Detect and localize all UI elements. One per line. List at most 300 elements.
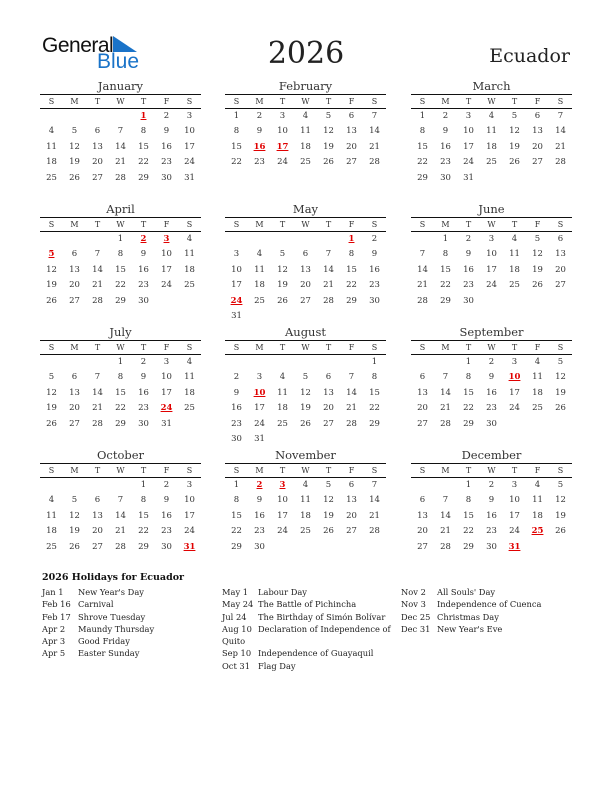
holiday-name: Maundy Thursday	[78, 623, 155, 634]
weekday-label: W	[487, 220, 496, 229]
day-cell: 6	[94, 126, 101, 137]
day-cell: 17	[184, 141, 195, 152]
day-cell: 1	[140, 480, 147, 490]
weekday-label: T	[465, 97, 472, 106]
holiday-column	[42, 586, 218, 660]
weekday-label: M	[70, 343, 79, 352]
day-cell: 12	[555, 495, 566, 506]
day-cell: 21	[115, 526, 126, 537]
month-title: March	[472, 79, 511, 93]
day-cell: 26	[46, 295, 57, 306]
holiday-item	[222, 586, 398, 598]
holiday-name: Declaration of Independence of	[258, 623, 391, 634]
weekday-label: T	[279, 343, 286, 352]
weekday-label: M	[255, 343, 264, 352]
weekday-label: F	[534, 466, 541, 475]
weekday-label: W	[487, 97, 496, 106]
day-cell: 25	[46, 172, 57, 183]
day-cell: 9	[371, 249, 378, 260]
weekday-label: S	[371, 97, 378, 106]
weekday-label: F	[163, 343, 170, 352]
day-cell: 2	[140, 357, 147, 367]
holiday-name: Christmas Day	[437, 611, 499, 622]
day-cell: 26	[277, 295, 288, 306]
days-grid	[225, 478, 386, 555]
holiday-item	[42, 598, 218, 610]
month-december	[411, 447, 572, 555]
day-cell: 4	[302, 111, 309, 121]
holiday-day: 31	[183, 541, 196, 552]
day-cell: 20	[417, 403, 428, 414]
weekday-label: W	[487, 343, 496, 352]
day-cell: 9	[140, 249, 147, 260]
day-cell: 5	[511, 111, 518, 121]
weekday-label: T	[94, 343, 101, 352]
day-cell: 9	[256, 126, 263, 137]
empty-cell	[109, 478, 132, 493]
day-cell: 17	[463, 141, 474, 152]
holiday-day: 24	[230, 295, 243, 306]
day-cell: 21	[369, 141, 380, 152]
day-cell: 17	[161, 264, 172, 275]
day-cell: 7	[371, 480, 378, 490]
day-cell: 9	[163, 126, 170, 137]
weekday-label: S	[557, 220, 564, 229]
day-cell: 1	[233, 111, 240, 121]
day-cell: 22	[417, 157, 428, 168]
day-cell: 28	[346, 418, 357, 429]
holiday-item	[222, 623, 398, 635]
day-cell: 5	[325, 111, 332, 121]
empty-cell	[40, 478, 63, 493]
holiday-date: May 24	[222, 599, 254, 610]
day-cell: 30	[486, 418, 497, 429]
day-cell: 3	[511, 357, 518, 367]
empty-cell	[248, 232, 271, 247]
month-title: September	[459, 325, 524, 339]
weekday-label: F	[348, 220, 355, 229]
day-cell: 23	[138, 403, 149, 414]
day-cell: 24	[184, 157, 195, 168]
days-grid	[225, 109, 386, 171]
empty-cell	[109, 109, 132, 124]
day-cell: 9	[488, 495, 495, 506]
day-cell: 18	[509, 264, 520, 275]
days-grid	[225, 355, 386, 447]
holiday-day: 10	[253, 387, 266, 398]
day-cell: 11	[486, 126, 497, 137]
day-cell: 21	[92, 280, 103, 291]
day-cell: 22	[231, 157, 242, 168]
day-cell: 14	[346, 387, 357, 398]
day-cell: 19	[46, 280, 57, 291]
day-cell: 23	[138, 280, 149, 291]
day-cell: 1	[465, 357, 472, 367]
holiday-date: Apr 2	[42, 623, 66, 634]
weekday-label: F	[534, 97, 541, 106]
day-cell: 22	[115, 280, 126, 291]
weekday-label: F	[163, 466, 170, 475]
days-grid	[411, 232, 572, 309]
month-july	[40, 324, 201, 432]
empty-cell	[63, 109, 86, 124]
day-cell: 11	[184, 372, 195, 383]
day-cell: 24	[254, 418, 265, 429]
month-may	[225, 201, 386, 324]
day-cell: 7	[442, 495, 449, 506]
day-cell: 21	[440, 403, 451, 414]
month-title: February	[278, 79, 333, 93]
day-cell: 3	[186, 111, 193, 121]
empty-cell	[411, 232, 434, 247]
holiday-item	[401, 623, 577, 635]
weekday-label: M	[441, 343, 450, 352]
day-cell: 9	[442, 126, 449, 137]
day-cell: 20	[69, 280, 80, 291]
day-cell: 30	[440, 172, 451, 183]
day-cell: 27	[346, 526, 357, 537]
day-cell: 11	[532, 495, 543, 506]
holiday-day: 24	[160, 403, 173, 414]
day-cell: 17	[509, 387, 520, 398]
weekday-header	[40, 463, 201, 478]
weekday-label: T	[94, 220, 101, 229]
holiday-item	[222, 660, 398, 672]
month-title: October	[96, 448, 145, 462]
day-cell: 12	[323, 126, 334, 137]
day-cell: 29	[440, 295, 451, 306]
holiday-name: Carnival	[78, 599, 114, 610]
weekday-header	[225, 217, 386, 232]
holiday-column	[222, 586, 398, 672]
day-cell: 30	[231, 433, 242, 444]
day-cell: 14	[92, 264, 103, 275]
month-title: May	[292, 202, 319, 216]
day-cell: 2	[371, 234, 378, 244]
day-cell: 20	[92, 526, 103, 537]
holiday-date: Feb 16	[42, 599, 71, 610]
days-grid	[40, 232, 201, 309]
day-cell: 30	[369, 295, 380, 306]
day-cell: 15	[115, 387, 126, 398]
day-cell: 20	[92, 157, 103, 168]
day-cell: 1	[233, 480, 240, 490]
day-cell: 29	[417, 172, 428, 183]
weekday-label: S	[48, 466, 55, 475]
weekday-label: S	[419, 97, 426, 106]
weekday-label: S	[371, 343, 378, 352]
day-cell: 8	[140, 495, 147, 506]
weekday-label: M	[70, 466, 79, 475]
day-cell: 28	[369, 157, 380, 168]
day-cell: 16	[138, 264, 149, 275]
day-cell: 23	[486, 526, 497, 537]
weekday-label: M	[70, 220, 79, 229]
day-cell: 27	[69, 418, 80, 429]
day-cell: 5	[302, 372, 309, 383]
holidays-title: 2026 Holidays for Ecuador	[42, 572, 185, 583]
day-cell: 11	[46, 141, 57, 152]
day-cell: 21	[346, 403, 357, 414]
empty-cell	[271, 232, 294, 247]
day-cell: 12	[509, 126, 520, 137]
day-cell: 25	[46, 541, 57, 552]
day-cell: 16	[486, 387, 497, 398]
day-cell: 10	[463, 126, 474, 137]
empty-cell	[294, 355, 317, 370]
month-title: November	[275, 448, 336, 462]
day-cell: 5	[71, 126, 78, 137]
day-cell: 10	[231, 264, 242, 275]
holiday-day: 2	[256, 480, 263, 490]
day-cell: 15	[231, 141, 242, 152]
day-cell: 27	[69, 295, 80, 306]
weekday-label: S	[186, 97, 193, 106]
day-cell: 18	[532, 387, 543, 398]
day-cell: 16	[440, 141, 451, 152]
day-cell: 21	[115, 157, 126, 168]
empty-cell	[225, 232, 248, 247]
day-cell: 23	[254, 526, 265, 537]
day-cell: 7	[117, 126, 124, 137]
weekday-label: T	[94, 97, 101, 106]
day-cell: 7	[325, 249, 332, 260]
weekday-header	[411, 340, 572, 355]
day-cell: 22	[440, 280, 451, 291]
day-cell: 1	[465, 480, 472, 490]
day-cell: 6	[325, 372, 332, 383]
day-cell: 16	[463, 264, 474, 275]
day-cell: 27	[92, 172, 103, 183]
day-cell: 19	[300, 403, 311, 414]
day-cell: 30	[161, 541, 172, 552]
day-cell: 24	[486, 280, 497, 291]
weekday-label: S	[557, 466, 564, 475]
day-cell: 25	[509, 280, 520, 291]
holiday-day: 17	[276, 141, 289, 152]
empty-cell	[248, 355, 271, 370]
day-cell: 29	[138, 541, 149, 552]
day-cell: 10	[277, 495, 288, 506]
day-cell: 9	[233, 387, 240, 398]
day-cell: 23	[463, 280, 474, 291]
day-cell: 14	[92, 387, 103, 398]
weekday-label: T	[511, 97, 518, 106]
weekday-label: S	[419, 220, 426, 229]
weekday-label: T	[325, 220, 332, 229]
day-cell: 23	[369, 280, 380, 291]
day-cell: 10	[277, 126, 288, 137]
logo-text-blue: Blue	[97, 50, 140, 73]
day-cell: 11	[509, 249, 520, 260]
weekday-label: S	[233, 97, 240, 106]
day-cell: 3	[465, 111, 472, 121]
day-cell: 18	[184, 387, 195, 398]
empty-cell	[411, 478, 434, 493]
day-cell: 19	[532, 264, 543, 275]
day-cell: 12	[532, 249, 543, 260]
day-cell: 22	[231, 526, 242, 537]
holiday-name: New Year's Eve	[437, 623, 503, 634]
day-cell: 14	[369, 126, 380, 137]
weekday-label: T	[279, 220, 286, 229]
day-cell: 28	[92, 295, 103, 306]
day-cell: 4	[534, 480, 541, 490]
month-june	[411, 201, 572, 309]
day-cell: 1	[117, 357, 124, 367]
day-cell: 23	[161, 157, 172, 168]
holiday-day: 16	[253, 141, 266, 152]
month-title: August	[284, 325, 326, 339]
holiday-date: Aug 10	[222, 623, 252, 634]
day-cell: 5	[557, 480, 564, 490]
day-cell: 25	[300, 526, 311, 537]
day-cell: 19	[555, 510, 566, 521]
day-cell: 14	[369, 495, 380, 506]
day-cell: 23	[231, 418, 242, 429]
day-cell: 11	[300, 495, 311, 506]
day-cell: 25	[277, 418, 288, 429]
day-cell: 26	[69, 172, 80, 183]
empty-cell	[317, 355, 340, 370]
weekday-header	[40, 94, 201, 109]
day-cell: 31	[231, 310, 242, 321]
day-cell: 21	[440, 526, 451, 537]
day-cell: 17	[161, 387, 172, 398]
day-cell: 9	[488, 372, 495, 383]
month-january	[40, 78, 201, 186]
day-cell: 8	[419, 126, 426, 137]
weekday-label: M	[441, 220, 450, 229]
day-cell: 9	[163, 495, 170, 506]
holiday-date: Dec 25	[401, 611, 431, 622]
weekday-label: T	[94, 466, 101, 475]
holiday-date: May 1	[222, 587, 249, 597]
day-cell: 28	[555, 157, 566, 168]
weekday-header	[225, 94, 386, 109]
weekday-label: T	[140, 97, 147, 106]
day-cell: 14	[115, 141, 126, 152]
day-cell: 6	[348, 480, 355, 490]
day-cell: 29	[231, 541, 242, 552]
day-cell: 24	[277, 526, 288, 537]
weekday-label: W	[487, 466, 496, 475]
weekday-label: S	[186, 220, 193, 229]
day-cell: 3	[488, 234, 495, 244]
day-cell: 6	[419, 495, 426, 506]
day-cell: 7	[557, 111, 564, 121]
day-cell: 24	[509, 403, 520, 414]
day-cell: 6	[302, 249, 309, 260]
day-cell: 5	[557, 357, 564, 367]
weekday-label: S	[371, 220, 378, 229]
day-cell: 12	[69, 510, 80, 521]
day-cell: 4	[256, 249, 263, 260]
holiday-day: 1	[140, 111, 147, 121]
day-cell: 11	[532, 372, 543, 383]
holiday-date: Feb 17	[42, 611, 71, 622]
empty-cell	[225, 355, 248, 370]
empty-cell	[434, 355, 457, 370]
day-cell: 12	[323, 495, 334, 506]
empty-cell	[40, 232, 63, 247]
weekday-label: T	[511, 220, 518, 229]
day-cell: 20	[323, 403, 334, 414]
day-cell: 10	[509, 495, 520, 506]
holiday-date: Jul 24	[222, 611, 247, 622]
weekday-label: M	[255, 97, 264, 106]
day-cell: 23	[161, 526, 172, 537]
weekday-label: T	[140, 343, 147, 352]
day-cell: 9	[140, 372, 147, 383]
day-cell: 6	[71, 249, 78, 260]
day-cell: 10	[486, 249, 497, 260]
empty-cell	[63, 355, 86, 370]
day-cell: 31	[254, 433, 265, 444]
day-cell: 22	[369, 403, 380, 414]
day-cell: 12	[300, 387, 311, 398]
day-cell: 17	[486, 264, 497, 275]
weekday-label: S	[557, 97, 564, 106]
country-title: Ecuador	[489, 45, 570, 67]
month-august	[225, 324, 386, 447]
day-cell: 26	[300, 418, 311, 429]
month-september	[411, 324, 572, 432]
weekday-label: T	[325, 343, 332, 352]
day-cell: 26	[69, 541, 80, 552]
holiday-name: All Souls' Day	[437, 587, 496, 597]
day-cell: 4	[302, 480, 309, 490]
day-cell: 29	[115, 295, 126, 306]
weekday-label: T	[140, 220, 147, 229]
day-cell: 30	[138, 418, 149, 429]
holiday-name: The Birthday of Simón Bolívar	[258, 611, 386, 622]
weekday-label: T	[140, 466, 147, 475]
weekday-label: F	[348, 343, 355, 352]
empty-cell	[340, 355, 363, 370]
day-cell: 28	[92, 418, 103, 429]
day-cell: 13	[323, 387, 334, 398]
day-cell: 22	[463, 403, 474, 414]
day-cell: 8	[442, 249, 449, 260]
empty-cell	[40, 355, 63, 370]
month-november	[225, 447, 386, 555]
day-cell: 31	[184, 172, 195, 183]
day-cell: 31	[161, 418, 172, 429]
weekday-label: T	[325, 97, 332, 106]
day-cell: 8	[348, 249, 355, 260]
day-cell: 9	[465, 249, 472, 260]
holiday-date: Oct 31	[222, 660, 250, 671]
weekday-label: S	[233, 220, 240, 229]
holiday-date: Nov 3	[401, 599, 426, 610]
day-cell: 6	[534, 111, 541, 121]
day-cell: 2	[233, 372, 240, 383]
day-cell: 10	[184, 495, 195, 506]
day-cell: 15	[440, 264, 451, 275]
day-cell: 25	[184, 403, 195, 414]
weekday-label: S	[186, 466, 193, 475]
holiday-item	[222, 647, 398, 659]
day-cell: 1	[442, 234, 449, 244]
day-cell: 2	[163, 111, 170, 121]
day-cell: 28	[440, 418, 451, 429]
holiday-name: Independence of Cuenca	[437, 599, 542, 610]
day-cell: 29	[138, 172, 149, 183]
day-cell: 16	[138, 387, 149, 398]
day-cell: 1	[371, 357, 378, 367]
day-cell: 19	[323, 510, 334, 521]
